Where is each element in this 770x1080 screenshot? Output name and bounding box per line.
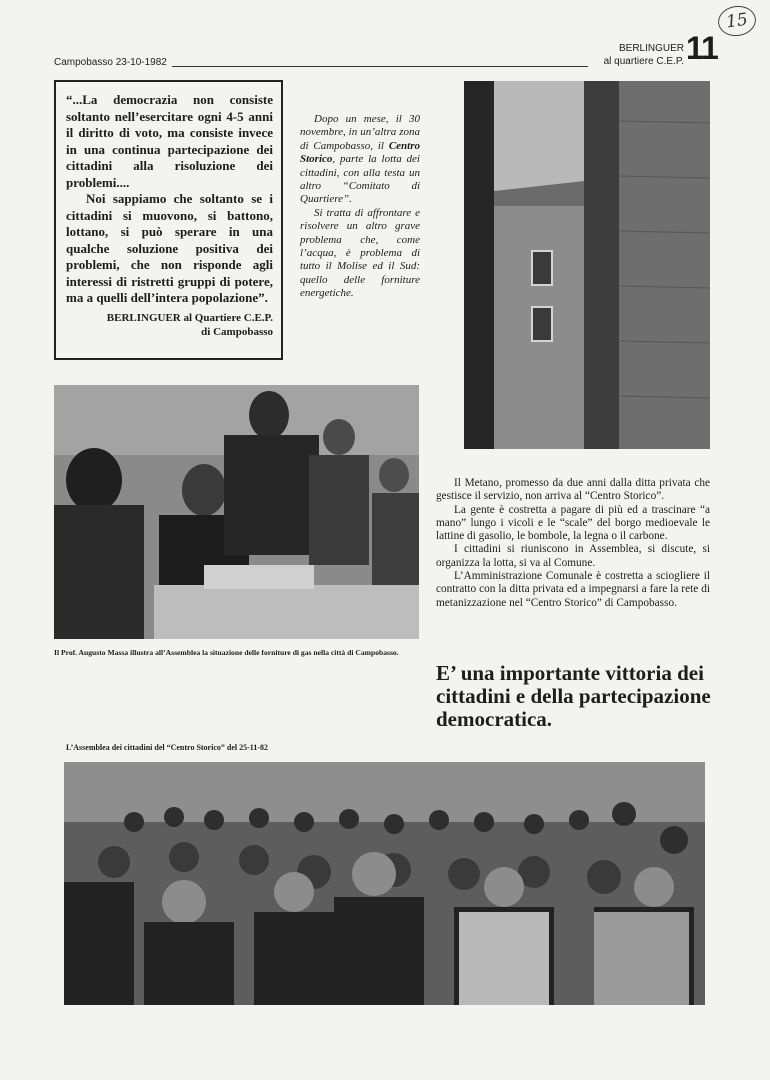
intro-paragraph-1 — [300, 113, 420, 207]
quote-paragraph-2: Noi sappiamo che soltanto se i cittadini si muovono, si battono, lottano, si può sperare in una qualche soluzione positiva dei problemi, che non risponde agli interessi di ristretti gruppi di potere, ma a quelli dell’intera popolazione”. — [66, 191, 273, 305]
berlinguer-quote-box — [54, 80, 283, 360]
article-headline: E’ una importante vittoria dei cittadini e della partecipazione democratica. — [436, 661, 711, 731]
intro-text-start: Dopo un mese, il 30 novembre, in un’altra zona di Campobasso, il — [300, 113, 420, 152]
header-date: Campobasso 23-10-1982 — [54, 57, 167, 68]
section-subtitle: al quartiere C.E.P. — [603, 56, 684, 67]
meeting-photo-caption: Il Prof. Augusto Massa illustra all’Assemblea la situazione delle forniture di gas nella città di Campobasso. — [54, 648, 399, 657]
intro-highlight: Centro Storico — [300, 139, 420, 166]
assembly-crowd-photo — [64, 762, 705, 1005]
header-section — [604, 42, 684, 68]
handwritten-page-number: 15 — [716, 4, 758, 39]
quote-signature-line-1: BERLINGUER al Quartiere C.E.P. — [106, 311, 273, 324]
centro-storico-street-photo — [464, 81, 710, 449]
assembly-meeting-photo — [54, 385, 419, 639]
header-rule — [172, 66, 588, 67]
page-number: 11 — [686, 30, 718, 66]
section-title: BERLINGUER — [618, 43, 684, 54]
intro-paragraph-2: Si tratta di affrontare e risolvere un altro grave problema che, come l’acqua, è problema di tutto il Molise ed il Sud: quello delle forniture energetiche. — [300, 206, 420, 300]
intro-text-end: , parte la lotta dei cittadini, con alla testa un altro “Comitato di Quartiere”. — [300, 153, 420, 206]
meeting-photo-drawing — [54, 385, 419, 639]
crowd-photo-drawing — [64, 762, 705, 1005]
quote-paragraph-1: “...La democrazia non consiste soltanto nell’esercitare ogni 4-5 anni il diritto di voto, ma consiste invece in una continua partecipazione dei cittadini alla risoluzione dei problemi.... — [66, 92, 273, 190]
article-body — [436, 477, 710, 610]
intro-italic-column — [300, 113, 420, 301]
quote-signature — [66, 311, 273, 339]
body-paragraph-2: La gente è costretta a pagare di più ed a trascinare “a mano” lungo i vicoli e le “scale” del borgo medioevale le lattine di gasolio, le bombole, la legna o il carbone. — [436, 503, 710, 543]
quote-signature-line-2: di Campobasso — [201, 325, 273, 338]
street-photo-drawing — [464, 81, 710, 449]
body-paragraph-3: I cittadini si riuniscono in Assemblea, si discute, si organizza la lotta, si va al Comune. — [436, 543, 710, 569]
crowd-photo-caption: L’Assemblea dei cittadini del “Centro Storico” del 25-11-82 — [66, 743, 268, 752]
body-paragraph-1: Il Metano, promesso da due anni dalla ditta privata che gestisce il servizio, non arriva al “Centro Storico”. — [436, 477, 710, 503]
body-paragraph-4: L’Amministrazione Comunale è costretta a sciogliere il contratto con la ditta privata ed a impegnarsi a fare la rete di metanizzazione nel “Centro Storico” di Campobasso. — [436, 570, 710, 609]
